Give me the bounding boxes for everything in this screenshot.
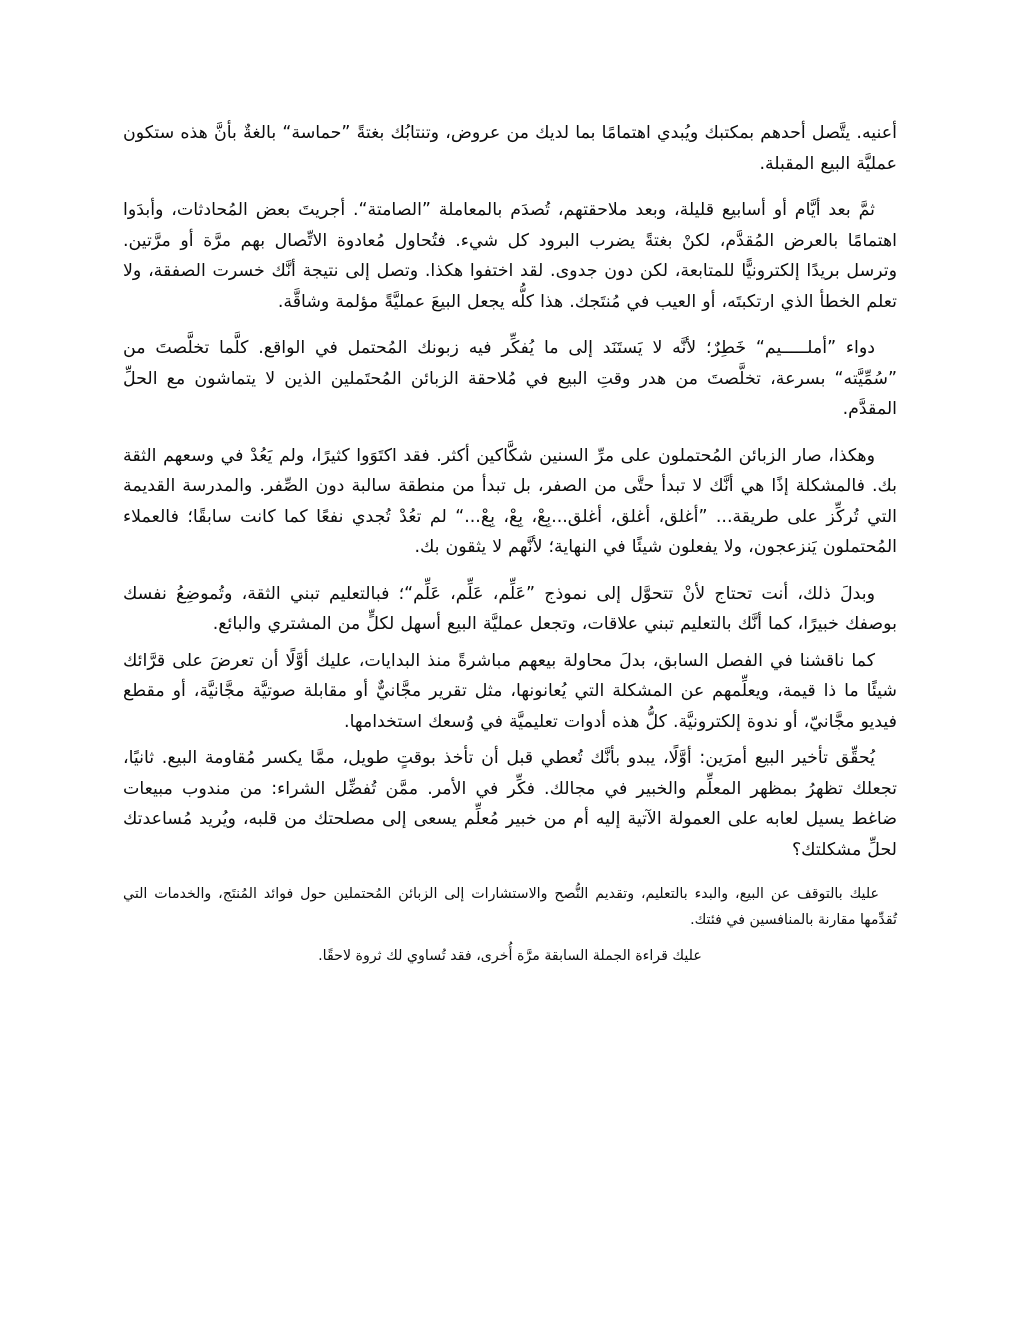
paragraph-3: دواء ”أملـــــيم“ خَطِرٌ؛ لأنَّه لا يَستَنَد إلى ما يُفكِّر فيه زبونك المُحتمل في الواقع. كلَّما تخلَّصتَ من ”سُمِّيَّته“ بسرعة، تخلَّصتَ من هدر وقتِ البيع في مُلاحقة الزبائن المُحتَملين الذين لا يتماشون مع الحلِّ المقدَّم. <box>123 338 897 419</box>
paragraph-8-callout: عليك بالتوقف عن البيع، والبدء بالتعليم، وتقديم النُّصح والاستشارات إلى الزبائن المُحتملين حول فوائد المُنتَج، والخدمات التي تُقدِّمها مقارنة بالمنافسين في فئتك. <box>123 886 897 928</box>
paragraph-5: وبدلَ ذلك، أنت تحتاج لأنْ تتحوَّل إلى نموذج ”عَلِّم، عَلِّم، عَلِّم“؛ فبالتعليم تبني الثقة، وتُموضِعُ نفسك بوصفك خبيرًا، كما أنَّك بالتعليم تبني علاقات، وتجعل عمليَّة البيع أسهل لكلٍّ من المشتري والبائع. <box>123 583 897 634</box>
paragraph-7: يُحقِّق تأخير البيع أمرَين: أوَّلًا، يبدو بأنَّك تُعطي قبل أن تأخذ بوقتٍ طويل، ممَّا يكسر مُقاومة البيع. ثانيًا، تجعلك تظهرُ بمظهر المعلِّم والخبير في مجالك. فكِّر في الأمر. ممَّن تُفضِّل الشراء: من مندوب مبيعات ضاغط يسيل لعابه على العمولة الآتية إليه أم من خبير مُعلِّم يسعى إلى مصلحتك من قلبه، ويُريد مُساعدتك لحلِّ مشكلتك؟ <box>123 748 897 860</box>
paragraph-6: كما ناقشنا في الفصل السابق، بدلَ محاولة بيعهم مباشرةً منذ البدايات، عليك أوَّلًا أن تعرضَ على قرَّائك شيئًا ما ذا قيمة، ويعلِّمهم عن المشكلة التي يُعانونها، مثل تقرير مجَّانيٌّ أو مقابلة صوتيَّة مجَّانيَّة، أو مقطع فيديو مجَّانيّ، أو ندوة إلكترونيَّة. كلُّ هذه أدوات تعليميَّة في وُسعك استخدامها. <box>123 650 897 732</box>
paragraph-2: ثمَّ بعد أيَّام أو أسابيع قليلة، وبعد ملاحقتهم، تُصدَم بالمعاملة ”الصامتة“. أجريتَ بعض المُحادثات، وأبدَوا اهتمامًا بالعرض المُقدَّم، لكنْ بغتةً يضرب البرود كل شيء. فتُحاول مُعادوة الاتِّصال بهم مرَّة أو مرَّتين. وترسل بريدًا إلكترونيًّا للمتابعة، لكن دون جدوى. لقد اختفوا هكذا. وتصل إلى نتيجة أنَّك خسرت الصفقة، ولا تعلم الخطأ الذي ارتكبتَه، أو العيب في مُنتَجك. هذا كلُّه يجعل البيعَ عمليَّةً مؤلمة وشاقَّة. <box>123 200 897 312</box>
paragraph-9-callout: عليك قراءة الجملة السابقة مرَّة أُخرى، فقد تُساوي لك ثروة لاحقًا. <box>318 948 702 964</box>
paragraph-4: وهكذا، صار الزبائن المُحتملون على مرِّ السنين شكَّاكين أكثر. فقد اكتَوَوا كثيرًا، ولم يَعُدْ في وسعهم الثقة بك. فالمشكلة إذًا هي أنَّك لا تبدأ حتَّى من الصفر، بل تبدأ من منطقة سالبة دون الصِّفر. والمدرسة القديمة التي تُركِّز على طريقة... ”أغلق، أغلق، أغلق...بِعْ، بِعْ، بِعْ...“ لم تعُدْ تُجدي نفعًا كما كانت سابقًا؛ فالعملاء المُحتملون يَنزعجون، ولا يفعلون شيئًا في النهاية؛ لأنَّهم لا يثقون بك. <box>123 445 897 557</box>
text-column <box>123 118 897 979</box>
paragraph-1: أعنيه. يتَّصل أحدهم بمكتبك ويُبدي اهتمامًا بما لديك من عروض، وتنتابُك بغتةً ”حماسة“ بالغةٌ بأنَّ هذه ستكون عمليَّة البيع المقبلة. <box>123 123 897 174</box>
